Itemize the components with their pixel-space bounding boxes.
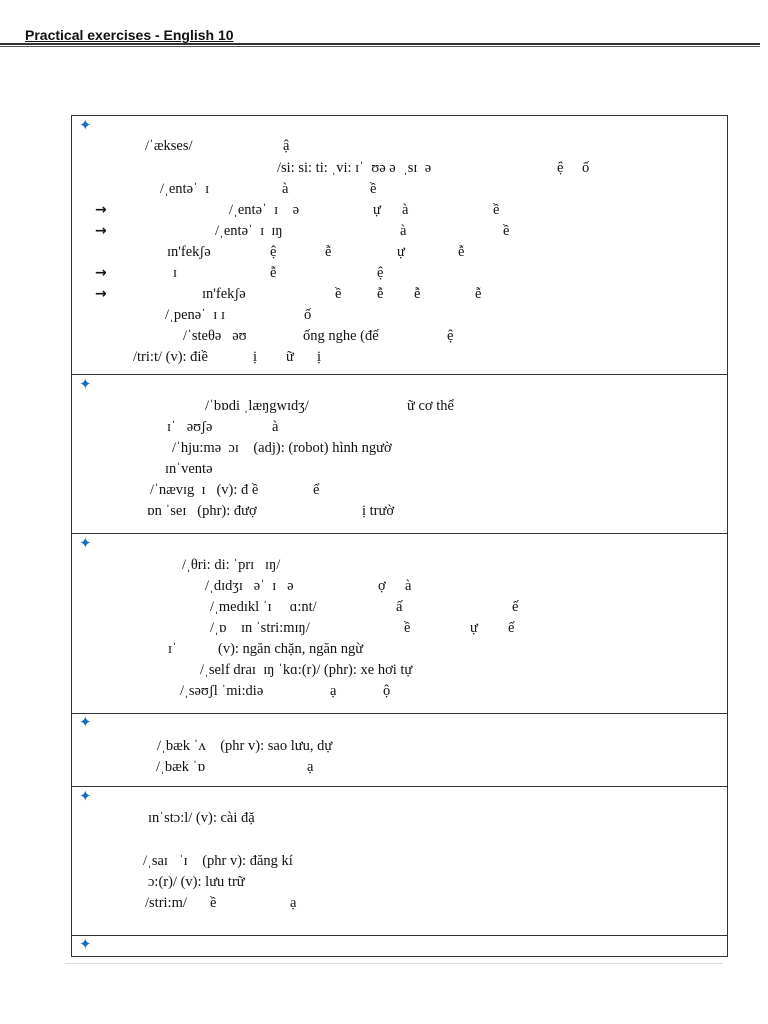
vocabulary-text: /ˌsəʊʃl ˈmi:diə bbox=[180, 683, 264, 699]
vocabulary-text: ề bbox=[503, 223, 510, 239]
vocabulary-text: ể bbox=[313, 482, 320, 498]
vocabulary-text: ấ bbox=[396, 599, 403, 615]
vocabulary-text: /stri:m/ bbox=[145, 895, 187, 911]
vocabulary-text: ề bbox=[493, 202, 500, 218]
vocabulary-text: ễ bbox=[475, 286, 482, 302]
vocabulary-text: à bbox=[282, 181, 289, 197]
vocabulary-text: /ˌself draɪ ɪŋ ˈkɑ:(r)/ (phr): xe hơi tự bbox=[200, 662, 413, 678]
vocabulary-text: ệ bbox=[377, 265, 384, 281]
vocabulary-text: (v): ngăn chặn, ngăn ngừ bbox=[218, 641, 364, 657]
vocabulary-text: /ˌsaɪ ˈɪ (phr v): đăng kí bbox=[143, 853, 293, 869]
vocabulary-text: ễ bbox=[270, 265, 277, 281]
right-arrow-icon: → bbox=[95, 265, 107, 281]
vocabulary-text: /ˌbæk ˈʌ (phr v): sao lưu, dự bbox=[157, 738, 333, 754]
vocabulary-text: ự bbox=[373, 202, 381, 218]
vocabulary-text: /ˈsteθə əʊ bbox=[183, 328, 247, 344]
vocabulary-text: ị trườ bbox=[362, 503, 395, 519]
right-arrow-icon: → bbox=[95, 286, 107, 302]
vocabulary-text: ề bbox=[210, 895, 217, 911]
vocabulary-text: ống nghe (để bbox=[303, 328, 379, 344]
vocabulary-text: ậ bbox=[283, 138, 290, 154]
vocabulary-text: ɪn'fekʃə bbox=[167, 244, 211, 260]
vocabulary-text: /ˌɒ ɪn ˈstri:mɪŋ/ bbox=[210, 620, 310, 636]
footer-rule bbox=[65, 963, 723, 964]
vocabulary-text: /ˌmedɪkl ˈɪ ɑ:nt/ bbox=[210, 599, 317, 615]
vocabulary-text: /ˈhju:mə ɔɪ (adj): (robot) hình ngườ bbox=[172, 440, 392, 456]
vocabulary-text: ế bbox=[512, 599, 519, 615]
vocabulary-text: ệ bbox=[557, 160, 564, 176]
vocabulary-text: ố bbox=[304, 307, 312, 323]
vocabulary-text: ạ bbox=[290, 895, 297, 911]
vocabulary-text: ạ bbox=[330, 683, 337, 699]
vocabulary-text: à bbox=[400, 223, 407, 239]
vocabulary-text: /ˌentəˈ ɪ ɪŋ bbox=[215, 223, 283, 239]
vocabulary-text: /ˌbæk ˈɒ bbox=[156, 759, 206, 775]
document-header-title: Practical exercises - English 10 bbox=[25, 27, 234, 43]
vocabulary-text: à bbox=[405, 578, 412, 594]
vocabulary-text: /ˈbɒdi ˌlæŋgwɪdʒ/ bbox=[205, 398, 309, 414]
header-rule bbox=[0, 43, 760, 45]
four-point-star-icon: ✦ bbox=[79, 715, 92, 731]
vocabulary-text: ề bbox=[335, 286, 342, 302]
vocabulary-text: ɔ:(r)/ (v): lưu trữ bbox=[148, 874, 245, 890]
four-point-star-icon: ✦ bbox=[79, 118, 92, 134]
header-rule-thin bbox=[0, 46, 760, 47]
vocabulary-text: ɪnˈventə bbox=[165, 461, 213, 477]
vocabulary-text: /ˈnævɪg ɪ (v): đ ề bbox=[150, 482, 259, 498]
vocabulary-text: ộ bbox=[383, 683, 391, 699]
vocabulary-text: ị bbox=[253, 349, 258, 365]
vocabulary-section-box bbox=[71, 935, 728, 957]
vocabulary-text: ự bbox=[470, 620, 478, 636]
vocabulary-text: /ˌentəˈ ɪ bbox=[160, 181, 210, 197]
vocabulary-text: ề bbox=[370, 181, 377, 197]
vocabulary-text: ễ bbox=[325, 244, 332, 260]
vocabulary-text: ɪˈ əʊʃə bbox=[167, 419, 213, 435]
vocabulary-section-box bbox=[71, 533, 728, 714]
four-point-star-icon: ✦ bbox=[79, 377, 92, 393]
vocabulary-text: ễ bbox=[414, 286, 421, 302]
vocabulary-text: /ˌpenəˈ ɪ ɪ bbox=[165, 307, 225, 323]
vocabulary-text: ố bbox=[582, 160, 590, 176]
vocabulary-text: /ˌθri: di: ˈprɪ ɪŋ/ bbox=[182, 557, 281, 573]
vocabulary-text: ợ bbox=[378, 578, 386, 594]
vocabulary-text: ɪnˈstɔ:l/ (v): cài đặ bbox=[148, 810, 255, 826]
vocabulary-text: ễ bbox=[458, 244, 465, 260]
four-point-star-icon: ✦ bbox=[79, 937, 92, 953]
vocabulary-text: /ˌdɪdʒɪ əˈ ɪ ə bbox=[205, 578, 294, 594]
vocabulary-text: ệ bbox=[447, 328, 454, 344]
vocabulary-text: ữ bbox=[286, 349, 294, 365]
vocabulary-text: ề bbox=[404, 620, 411, 636]
right-arrow-icon: → bbox=[95, 223, 107, 239]
four-point-star-icon: ✦ bbox=[79, 536, 92, 552]
vocabulary-text: à bbox=[402, 202, 409, 218]
vocabulary-text: ɪ bbox=[173, 265, 178, 281]
vocabulary-text: ữ cơ thể bbox=[407, 398, 454, 414]
vocabulary-text: ễ bbox=[377, 286, 384, 302]
vocabulary-text: ự bbox=[397, 244, 405, 260]
vocabulary-text: /si: si: ti: ˌvi: ɪˈ ʊə ə ˌsɪ ə bbox=[277, 160, 432, 176]
four-point-star-icon: ✦ bbox=[79, 789, 92, 805]
vocabulary-text: ɒn ˈseɪ (phr): đượ bbox=[147, 503, 257, 519]
vocabulary-text: /ˌentəˈ ɪ ə bbox=[229, 202, 300, 218]
vocabulary-text: ế bbox=[508, 620, 515, 636]
vocabulary-text: /tri:t/ (v): điề bbox=[133, 349, 208, 365]
vocabulary-text: ɪn'fekʃə bbox=[202, 286, 246, 302]
vocabulary-text: ạ bbox=[307, 759, 314, 775]
vocabulary-text: ệ bbox=[270, 244, 277, 260]
vocabulary-text: ị bbox=[317, 349, 322, 365]
right-arrow-icon: → bbox=[95, 202, 107, 218]
vocabulary-text: à bbox=[272, 419, 279, 435]
vocabulary-text: /ˈækses/ bbox=[145, 138, 193, 154]
vocabulary-text: ɪˈ bbox=[168, 641, 177, 657]
